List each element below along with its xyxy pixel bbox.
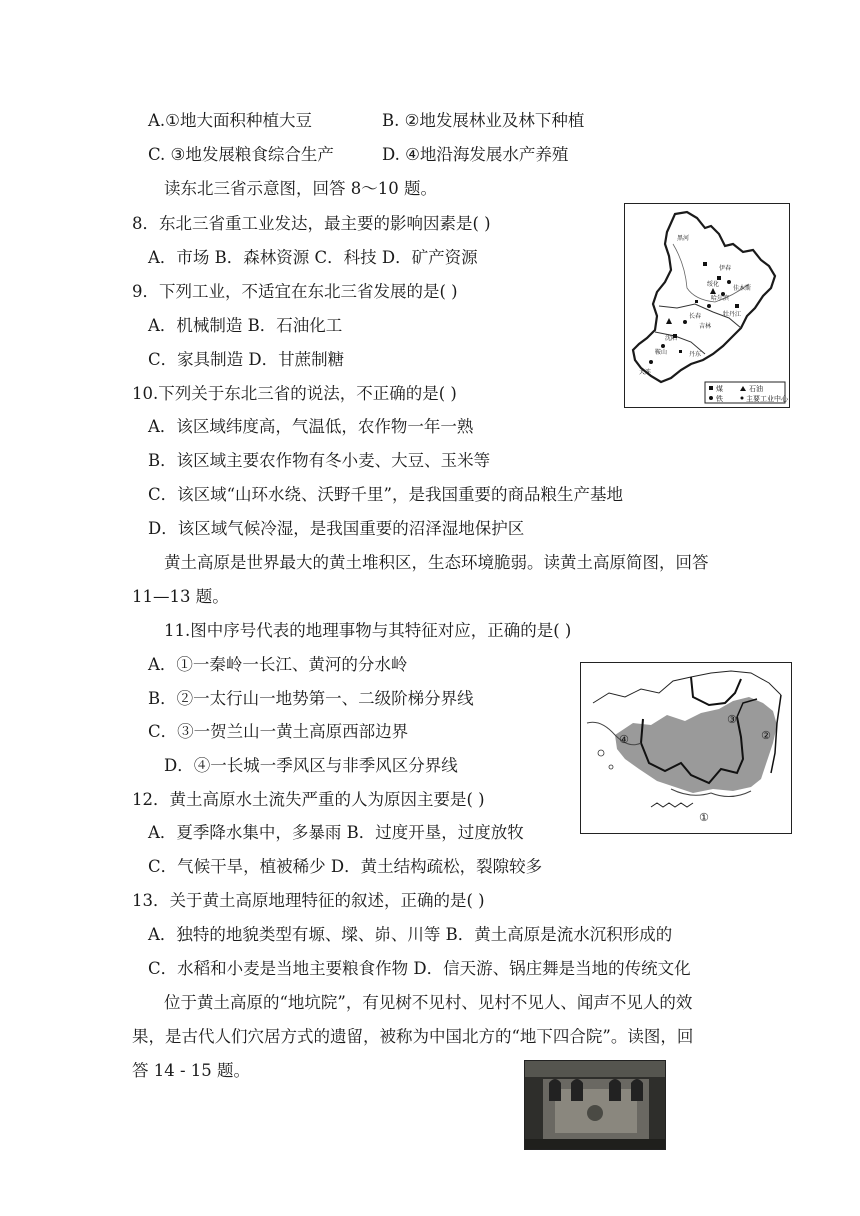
city-label: 长春: [689, 313, 702, 320]
city-label: 沈阳: [665, 335, 678, 342]
q13-options-cd: C．水稻和小麦是当地主要粮食作物 D．信天游、锅庄舞是当地的传统文化: [148, 959, 691, 978]
map-legend: [705, 382, 788, 403]
q10-option-c: C．该区域“山环水绕、沃野千里”，是我国重要的商品粮生产基地: [148, 485, 623, 504]
q8-options: A．市场 B．森林资源 C．科技 D．矿产资源: [148, 248, 478, 267]
q9-options-ab: A．机械制造 B．石油化工: [148, 316, 343, 335]
q12-stem: 12．黄土高原水土流失严重的人为原因主要是( ): [132, 790, 485, 809]
outer-border: [593, 671, 781, 703]
q9-options-cd: C．家具制造 D．甘蔗制糖: [148, 350, 345, 369]
legend-coal: 煤: [716, 385, 723, 393]
q7-option-c: C. ③地发展粮食综合生产: [148, 145, 334, 164]
city-label: 绥化: [707, 281, 720, 288]
yellow-river-bend: [691, 677, 741, 705]
intro-14-15-line1: 位于黄土高原的“地坑院”，有见树不见村、见村不见人、闻声不见人的效: [164, 993, 693, 1012]
intro-14-15-line3: 答 14 - 15 题。: [132, 1061, 251, 1080]
city-label: 丹东: [689, 351, 702, 358]
q9-stem: 9．下列工业，不适宜在东北三省发展的是( ): [132, 282, 458, 301]
marker-3: ③: [727, 713, 737, 726]
city-label: 牡丹江: [723, 311, 742, 318]
q7-option-b: B. ②地发展林业及林下种植: [382, 111, 585, 130]
q10-option-d: D．该区域气候冷湿，是我国重要的沼泽湿地保护区: [148, 519, 525, 538]
q7-option-d: D. ④地沿海发展水产养殖: [382, 145, 569, 164]
city-label: 大连: [639, 369, 652, 376]
legend-iron: 铁: [716, 395, 723, 403]
region-outline: [633, 212, 775, 382]
legend-industry-center: 主要工业中心: [746, 395, 788, 403]
q11-option-b: B．②一太行山一地势第一、二级阶梯分界线: [148, 689, 474, 708]
city-label: 吉林: [699, 323, 712, 330]
city-label: 哈尔滨: [711, 295, 730, 302]
q12-options-cd: C．气候干旱，植被稀少 D．黄土结构疏松，裂隙较多: [148, 857, 543, 876]
loess-area: [615, 697, 777, 793]
city-label: 伊春: [719, 265, 732, 272]
loess-plateau-map: [580, 662, 792, 834]
q10-option-a: A．该区域纬度高，气温低，农作物一年一熟: [148, 417, 474, 436]
river: [671, 789, 751, 797]
q12-options-ab: A．夏季降水集中，多暴雨 B．过度开垦，过度放牧: [148, 823, 524, 842]
city-label: 佳木斯: [733, 285, 752, 292]
intro-8-10: 读东北三省示意图，回答 8～10 题。: [164, 179, 437, 198]
loess-plateau-drawing: [581, 663, 790, 832]
q7-option-a: A.①地大面积种植大豆: [148, 111, 312, 130]
qinling-line: [651, 803, 693, 807]
q11-option-c: C．③一贺兰山一黄土高原西部边界: [148, 722, 409, 741]
q13-options-ab: A．独特的地貌类型有塬、墚、峁、川等 B．黄土高原是流水沉积形成的: [148, 925, 673, 944]
northeast-map-drawing: [625, 204, 788, 406]
q10-option-b: B．该区域主要农作物有冬小麦、大豆、玉米等: [148, 451, 491, 470]
marker-2: ②: [761, 729, 771, 742]
intro-11-13-line2: 11—13 题。: [132, 587, 229, 606]
q11-option-a: A．①一秦岭一长江、黄河的分水岭: [148, 655, 408, 674]
q8-stem: 8．东北三省重工业发达，最主要的影响因素是( ): [132, 214, 491, 233]
dikengyuan-photo: [524, 1060, 666, 1150]
courtyard-drawing: [525, 1061, 666, 1150]
q10-stem: 10.下列关于东北三省的说法，不正确的是( ): [132, 384, 457, 403]
intro-11-13-line1: 黄土高原是世界最大的黄土堆积区，生态环境脆弱。读黄土高原简图，回答: [164, 553, 709, 572]
legend-oil: 石油: [749, 385, 763, 393]
q11-stem: 11.图中序号代表的地理事物与其特征对应，正确的是( ): [164, 621, 572, 640]
marker-4: ④: [619, 733, 629, 746]
q11-option-d: D．④一长城一季风区与非季风区分界线: [164, 756, 458, 775]
q13-stem: 13．关于黄土高原地理特征的叙述，正确的是( ): [132, 891, 485, 910]
marker-1: ①: [699, 811, 709, 824]
city-label: 鞍山: [655, 349, 668, 356]
intro-14-15-line2: 果，是古代人们穴居方式的遗留，被称为中国北方的“地下四合院”。读图，回: [132, 1027, 694, 1046]
city-label: 黑河: [677, 235, 690, 242]
northeast-map: [624, 203, 790, 408]
